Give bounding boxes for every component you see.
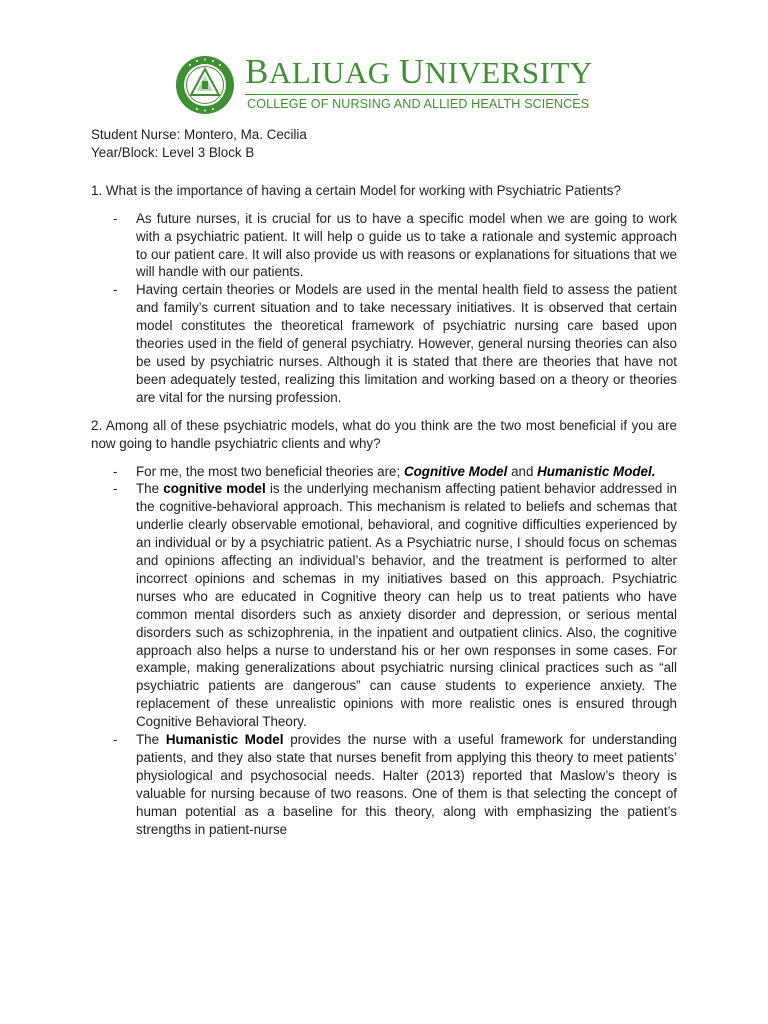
term-humanistic-model: Humanistic Model bbox=[165, 732, 284, 748]
answer-list-2 bbox=[91, 463, 677, 839]
bullet-dash: - bbox=[113, 481, 118, 497]
answer-text: Having certain theories or Models are used in the mental health field to assess the patient and family’s current situation and to take necessary initiatives. It is observed that certain model constitutes the theoretical framework of psychiatric nursing care based upon theories used in the field of general psychiatry. However, general nursing theories can also be used by psychiatric nurses. Although it is stated that there are theories that have not been adequately tested, realizing this limitation and working based on a theory or theories are vital for the nursing profession. bbox=[136, 282, 677, 405]
university-seal-icon bbox=[175, 55, 235, 115]
answer-text: For me, the most two beneficial theories are; bbox=[136, 463, 404, 479]
letterhead bbox=[175, 52, 593, 116]
answer-text: The bbox=[136, 481, 164, 497]
answer-text: As future nurses, it is crucial for us to have a specific model when we are going to work with a psychiatric patient. It will help o guide us to take a rationale and systemic approach to our patient care. It will also provide us with reasons or explanations for situations that we will handle with our patients. bbox=[136, 210, 677, 280]
question-1: 1. What is the importance of having a certain Model for working with Psychiatric Patients? bbox=[91, 182, 621, 198]
list-item bbox=[91, 480, 677, 731]
model-name-cognitive: Cognitive Model bbox=[403, 463, 508, 479]
college-name: COLLEGE OF NURSING AND ALLIED HEALTH SCIENCES bbox=[247, 97, 590, 111]
bullet-dash: - bbox=[113, 282, 118, 298]
answer-text: is the underlying mechanism affecting patient behavior addressed in the cognitive-behavioral approach. This mechanism is related to beliefs and schemas that underlie clearly observable emotional, behavioral, and cognitive difficulties experienced by an individual or by a psychiatric patient. As a Psychiatric nurse, I should focus on schemas and opinions affecting an individual’s behavior, and the treatment is performed to alter incorrect opinions and schemas in my initiatives based on this approach. Psychiatric nurses who are educated in Cognitive theory can help us to treat patients who have common mental disorders such as anxiety disorder and depression, or serious mental disorders such as schizophrenia, in the inpatient and outpatient clinics. Also, the cognitive approach also helps a nurse to understand his or her own responses in some cases. For example, making generalizations about psychiatric nursing clinical practices such as “all psychiatric patients are dangerous” can cause students to experience anxiety. The replacement of these unrealistic opinions with more realistic ones is ensured through Cognitive Behavioral Theory. bbox=[136, 481, 677, 730]
bullet-dash: - bbox=[113, 732, 118, 748]
year-block-line: Year/Block: Level 3 Block B bbox=[91, 144, 255, 160]
answer-text: provides the nurse with a useful framework for understanding patients, and they also state that nurses benefit from applying this theory to meet patients’ physiological and psychosocial needs. Halter (2013) reported that Maslow’s theory is valuable for nursing because of two reasons. One of them is that selecting the concept of human potential as a baseline for this theory, along with emphasizing the patient’s strengths in patient-nurse bbox=[136, 732, 678, 837]
answer-text: and bbox=[507, 463, 538, 479]
list-item bbox=[91, 210, 677, 282]
question-2: 2. Among all of these psychiatric models, what do you think are the two most beneficial if you are now going to handle psychiatric clients and why? bbox=[91, 417, 677, 451]
header-divider bbox=[245, 94, 578, 95]
list-item bbox=[91, 463, 677, 481]
term-cognitive-model: cognitive model bbox=[163, 481, 266, 497]
answer-list-1 bbox=[91, 210, 677, 407]
student-name-line: Student Nurse: Montero, Ma. Cecilia bbox=[91, 127, 307, 142]
document-body bbox=[91, 126, 677, 839]
list-item bbox=[91, 281, 677, 406]
university-name: BALIUAG UNIVERSITY bbox=[245, 52, 593, 91]
bullet-dash: - bbox=[113, 463, 118, 479]
model-name-humanistic: Humanistic Model. bbox=[537, 463, 656, 479]
list-item bbox=[91, 731, 677, 838]
bullet-dash: - bbox=[113, 210, 118, 226]
answer-text: The bbox=[136, 732, 166, 748]
